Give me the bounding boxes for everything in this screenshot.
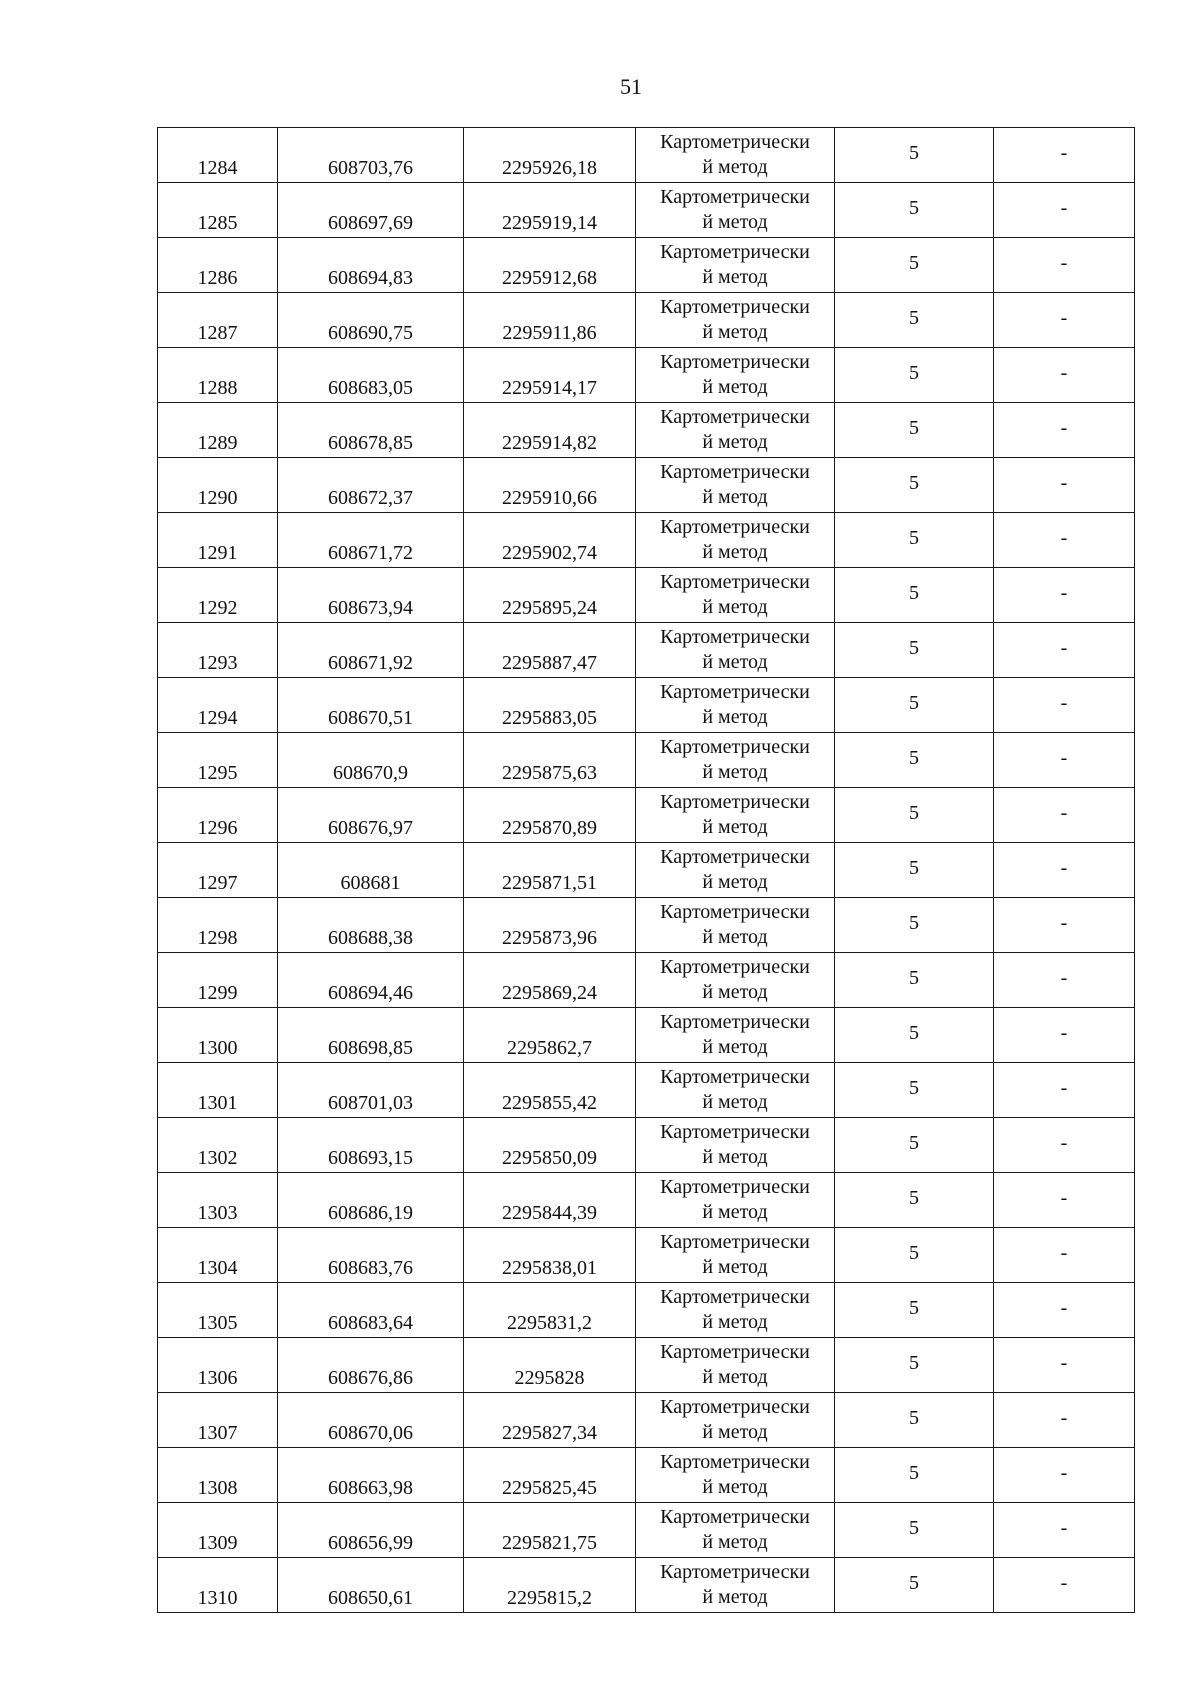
- page-number: 51: [620, 74, 642, 99]
- point-number-cell: 1297: [158, 843, 278, 898]
- accuracy-cell: 5: [835, 1503, 994, 1558]
- coordinates-table: [157, 127, 1135, 1613]
- x-coordinate-cell: 608690,75: [278, 293, 464, 348]
- method-cell: Картометрически й метод: [636, 1283, 835, 1338]
- method-cell: Картометрически й метод: [636, 348, 835, 403]
- point-number-cell: 1310: [158, 1558, 278, 1613]
- y-coordinate-cell: 2295831,2: [464, 1283, 636, 1338]
- table-row: [158, 513, 1135, 568]
- point-number-cell: 1304: [158, 1228, 278, 1283]
- y-coordinate-cell: 2295828: [464, 1338, 636, 1393]
- accuracy-cell: 5: [835, 788, 994, 843]
- table-row: [158, 458, 1135, 513]
- note-cell: -: [994, 1063, 1135, 1118]
- x-coordinate-cell: 608670,06: [278, 1393, 464, 1448]
- accuracy-cell: 5: [835, 1448, 994, 1503]
- table-row: [158, 623, 1135, 678]
- note-cell: -: [994, 1448, 1135, 1503]
- note-cell: -: [994, 1338, 1135, 1393]
- table-row: [158, 678, 1135, 733]
- y-coordinate-cell: 2295875,63: [464, 733, 636, 788]
- table-row: [158, 953, 1135, 1008]
- method-cell: Картометрически й метод: [636, 568, 835, 623]
- y-coordinate-cell: 2295914,82: [464, 403, 636, 458]
- point-number-cell: 1300: [158, 1008, 278, 1063]
- point-number-cell: 1307: [158, 1393, 278, 1448]
- accuracy-cell: 5: [835, 293, 994, 348]
- y-coordinate-cell: 2295827,34: [464, 1393, 636, 1448]
- accuracy-cell: 5: [835, 1558, 994, 1613]
- accuracy-cell: 5: [835, 1118, 994, 1173]
- note-cell: -: [994, 183, 1135, 238]
- point-number-cell: 1305: [158, 1283, 278, 1338]
- table-row: [158, 1393, 1135, 1448]
- x-coordinate-cell: 608681: [278, 843, 464, 898]
- y-coordinate-cell: 2295815,2: [464, 1558, 636, 1613]
- x-coordinate-cell: 608701,03: [278, 1063, 464, 1118]
- note-cell: -: [994, 458, 1135, 513]
- note-cell: -: [994, 1503, 1135, 1558]
- accuracy-cell: 5: [835, 458, 994, 513]
- point-number-cell: 1291: [158, 513, 278, 568]
- accuracy-cell: 5: [835, 1063, 994, 1118]
- point-number-cell: 1302: [158, 1118, 278, 1173]
- method-cell: Картометрически й метод: [636, 1008, 835, 1063]
- y-coordinate-cell: 2295838,01: [464, 1228, 636, 1283]
- note-cell: -: [994, 953, 1135, 1008]
- method-cell: Картометрически й метод: [636, 1393, 835, 1448]
- x-coordinate-cell: 608671,92: [278, 623, 464, 678]
- y-coordinate-cell: 2295825,45: [464, 1448, 636, 1503]
- x-coordinate-cell: 608650,61: [278, 1558, 464, 1613]
- method-cell: Картометрически й метод: [636, 1173, 835, 1228]
- note-cell: -: [994, 403, 1135, 458]
- y-coordinate-cell: 2295910,66: [464, 458, 636, 513]
- y-coordinate-cell: 2295871,51: [464, 843, 636, 898]
- accuracy-cell: 5: [835, 568, 994, 623]
- accuracy-cell: 5: [835, 1338, 994, 1393]
- point-number-cell: 1290: [158, 458, 278, 513]
- x-coordinate-cell: 608670,51: [278, 678, 464, 733]
- x-coordinate-cell: 608672,37: [278, 458, 464, 513]
- table-row: [158, 128, 1135, 183]
- y-coordinate-cell: 2295844,39: [464, 1173, 636, 1228]
- note-cell: -: [994, 348, 1135, 403]
- method-cell: Картометрически й метод: [636, 1118, 835, 1173]
- table-row: [158, 1228, 1135, 1283]
- accuracy-cell: 5: [835, 1393, 994, 1448]
- point-number-cell: 1293: [158, 623, 278, 678]
- y-coordinate-cell: 2295873,96: [464, 898, 636, 953]
- point-number-cell: 1295: [158, 733, 278, 788]
- table-row: [158, 1008, 1135, 1063]
- point-number-cell: 1292: [158, 568, 278, 623]
- note-cell: -: [994, 568, 1135, 623]
- method-cell: Картометрически й метод: [636, 513, 835, 568]
- point-number-cell: 1287: [158, 293, 278, 348]
- y-coordinate-cell: 2295911,86: [464, 293, 636, 348]
- point-number-cell: 1309: [158, 1503, 278, 1558]
- x-coordinate-cell: 608694,46: [278, 953, 464, 1008]
- method-cell: Картометрически й метод: [636, 403, 835, 458]
- table-row: [158, 843, 1135, 898]
- accuracy-cell: 5: [835, 678, 994, 733]
- table-row: [158, 1338, 1135, 1393]
- y-coordinate-cell: 2295883,05: [464, 678, 636, 733]
- x-coordinate-cell: 608663,98: [278, 1448, 464, 1503]
- x-coordinate-cell: 608676,86: [278, 1338, 464, 1393]
- point-number-cell: 1308: [158, 1448, 278, 1503]
- method-cell: Картометрически й метод: [636, 953, 835, 1008]
- x-coordinate-cell: 608697,69: [278, 183, 464, 238]
- note-cell: -: [994, 898, 1135, 953]
- method-cell: Картометрически й метод: [636, 238, 835, 293]
- x-coordinate-cell: 608688,38: [278, 898, 464, 953]
- note-cell: -: [994, 623, 1135, 678]
- x-coordinate-cell: 608693,15: [278, 1118, 464, 1173]
- method-cell: Картометрически й метод: [636, 1338, 835, 1393]
- y-coordinate-cell: 2295821,75: [464, 1503, 636, 1558]
- y-coordinate-cell: 2295870,89: [464, 788, 636, 843]
- table-row: [158, 733, 1135, 788]
- point-number-cell: 1298: [158, 898, 278, 953]
- accuracy-cell: 5: [835, 843, 994, 898]
- y-coordinate-cell: 2295850,09: [464, 1118, 636, 1173]
- y-coordinate-cell: 2295919,14: [464, 183, 636, 238]
- table-row: [158, 898, 1135, 953]
- note-cell: -: [994, 238, 1135, 293]
- accuracy-cell: 5: [835, 1283, 994, 1338]
- method-cell: Картометрически й метод: [636, 1503, 835, 1558]
- note-cell: -: [994, 1393, 1135, 1448]
- method-cell: Картометрически й метод: [636, 843, 835, 898]
- accuracy-cell: 5: [835, 1228, 994, 1283]
- point-number-cell: 1285: [158, 183, 278, 238]
- accuracy-cell: 5: [835, 403, 994, 458]
- point-number-cell: 1303: [158, 1173, 278, 1228]
- x-coordinate-cell: 608683,64: [278, 1283, 464, 1338]
- y-coordinate-cell: 2295914,17: [464, 348, 636, 403]
- x-coordinate-cell: 608683,76: [278, 1228, 464, 1283]
- method-cell: Картометрически й метод: [636, 1558, 835, 1613]
- x-coordinate-cell: 608683,05: [278, 348, 464, 403]
- x-coordinate-cell: 608671,72: [278, 513, 464, 568]
- note-cell: -: [994, 1228, 1135, 1283]
- point-number-cell: 1296: [158, 788, 278, 843]
- y-coordinate-cell: 2295912,68: [464, 238, 636, 293]
- note-cell: -: [994, 788, 1135, 843]
- table-row: [158, 1118, 1135, 1173]
- accuracy-cell: 5: [835, 128, 994, 183]
- note-cell: -: [994, 1008, 1135, 1063]
- table-row: [158, 238, 1135, 293]
- table-row: [158, 293, 1135, 348]
- point-number-cell: 1289: [158, 403, 278, 458]
- x-coordinate-cell: 608656,99: [278, 1503, 464, 1558]
- x-coordinate-cell: 608703,76: [278, 128, 464, 183]
- method-cell: Картометрически й метод: [636, 1448, 835, 1503]
- table-row: [158, 1283, 1135, 1338]
- method-cell: Картометрически й метод: [636, 898, 835, 953]
- note-cell: -: [994, 513, 1135, 568]
- method-cell: Картометрически й метод: [636, 1228, 835, 1283]
- x-coordinate-cell: 608686,19: [278, 1173, 464, 1228]
- y-coordinate-cell: 2295926,18: [464, 128, 636, 183]
- x-coordinate-cell: 608676,97: [278, 788, 464, 843]
- note-cell: -: [994, 1283, 1135, 1338]
- method-cell: Картометрически й метод: [636, 678, 835, 733]
- note-cell: -: [994, 733, 1135, 788]
- table-row: [158, 183, 1135, 238]
- table-row: [158, 1173, 1135, 1228]
- method-cell: Картометрически й метод: [636, 788, 835, 843]
- method-cell: Картометрически й метод: [636, 623, 835, 678]
- table-row: [158, 1558, 1135, 1613]
- point-number-cell: 1299: [158, 953, 278, 1008]
- accuracy-cell: 5: [835, 733, 994, 788]
- note-cell: -: [994, 843, 1135, 898]
- y-coordinate-cell: 2295862,7: [464, 1008, 636, 1063]
- accuracy-cell: 5: [835, 1008, 994, 1063]
- y-coordinate-cell: 2295895,24: [464, 568, 636, 623]
- note-cell: -: [994, 678, 1135, 733]
- y-coordinate-cell: 2295869,24: [464, 953, 636, 1008]
- note-cell: -: [994, 128, 1135, 183]
- table-row: [158, 1063, 1135, 1118]
- accuracy-cell: 5: [835, 513, 994, 568]
- note-cell: -: [994, 1558, 1135, 1613]
- note-cell: -: [994, 293, 1135, 348]
- table-row: [158, 568, 1135, 623]
- note-cell: -: [994, 1173, 1135, 1228]
- point-number-cell: 1288: [158, 348, 278, 403]
- accuracy-cell: 5: [835, 1173, 994, 1228]
- point-number-cell: 1294: [158, 678, 278, 733]
- method-cell: Картометрически й метод: [636, 183, 835, 238]
- accuracy-cell: 5: [835, 348, 994, 403]
- coordinates-table-body: [158, 128, 1135, 1613]
- method-cell: Картометрически й метод: [636, 733, 835, 788]
- method-cell: Картометрически й метод: [636, 293, 835, 348]
- table-row: [158, 788, 1135, 843]
- table-row: [158, 1503, 1135, 1558]
- method-cell: Картометрически й метод: [636, 458, 835, 513]
- point-number-cell: 1286: [158, 238, 278, 293]
- accuracy-cell: 5: [835, 238, 994, 293]
- point-number-cell: 1301: [158, 1063, 278, 1118]
- accuracy-cell: 5: [835, 183, 994, 238]
- y-coordinate-cell: 2295902,74: [464, 513, 636, 568]
- table-row: [158, 403, 1135, 458]
- method-cell: Картометрически й метод: [636, 1063, 835, 1118]
- method-cell: Картометрически й метод: [636, 128, 835, 183]
- accuracy-cell: 5: [835, 953, 994, 1008]
- table-row: [158, 348, 1135, 403]
- x-coordinate-cell: 608678,85: [278, 403, 464, 458]
- x-coordinate-cell: 608694,83: [278, 238, 464, 293]
- y-coordinate-cell: 2295887,47: [464, 623, 636, 678]
- table-row: [158, 1448, 1135, 1503]
- x-coordinate-cell: 608698,85: [278, 1008, 464, 1063]
- y-coordinate-cell: 2295855,42: [464, 1063, 636, 1118]
- x-coordinate-cell: 608670,9: [278, 733, 464, 788]
- accuracy-cell: 5: [835, 898, 994, 953]
- x-coordinate-cell: 608673,94: [278, 568, 464, 623]
- point-number-cell: 1284: [158, 128, 278, 183]
- accuracy-cell: 5: [835, 623, 994, 678]
- point-number-cell: 1306: [158, 1338, 278, 1393]
- note-cell: -: [994, 1118, 1135, 1173]
